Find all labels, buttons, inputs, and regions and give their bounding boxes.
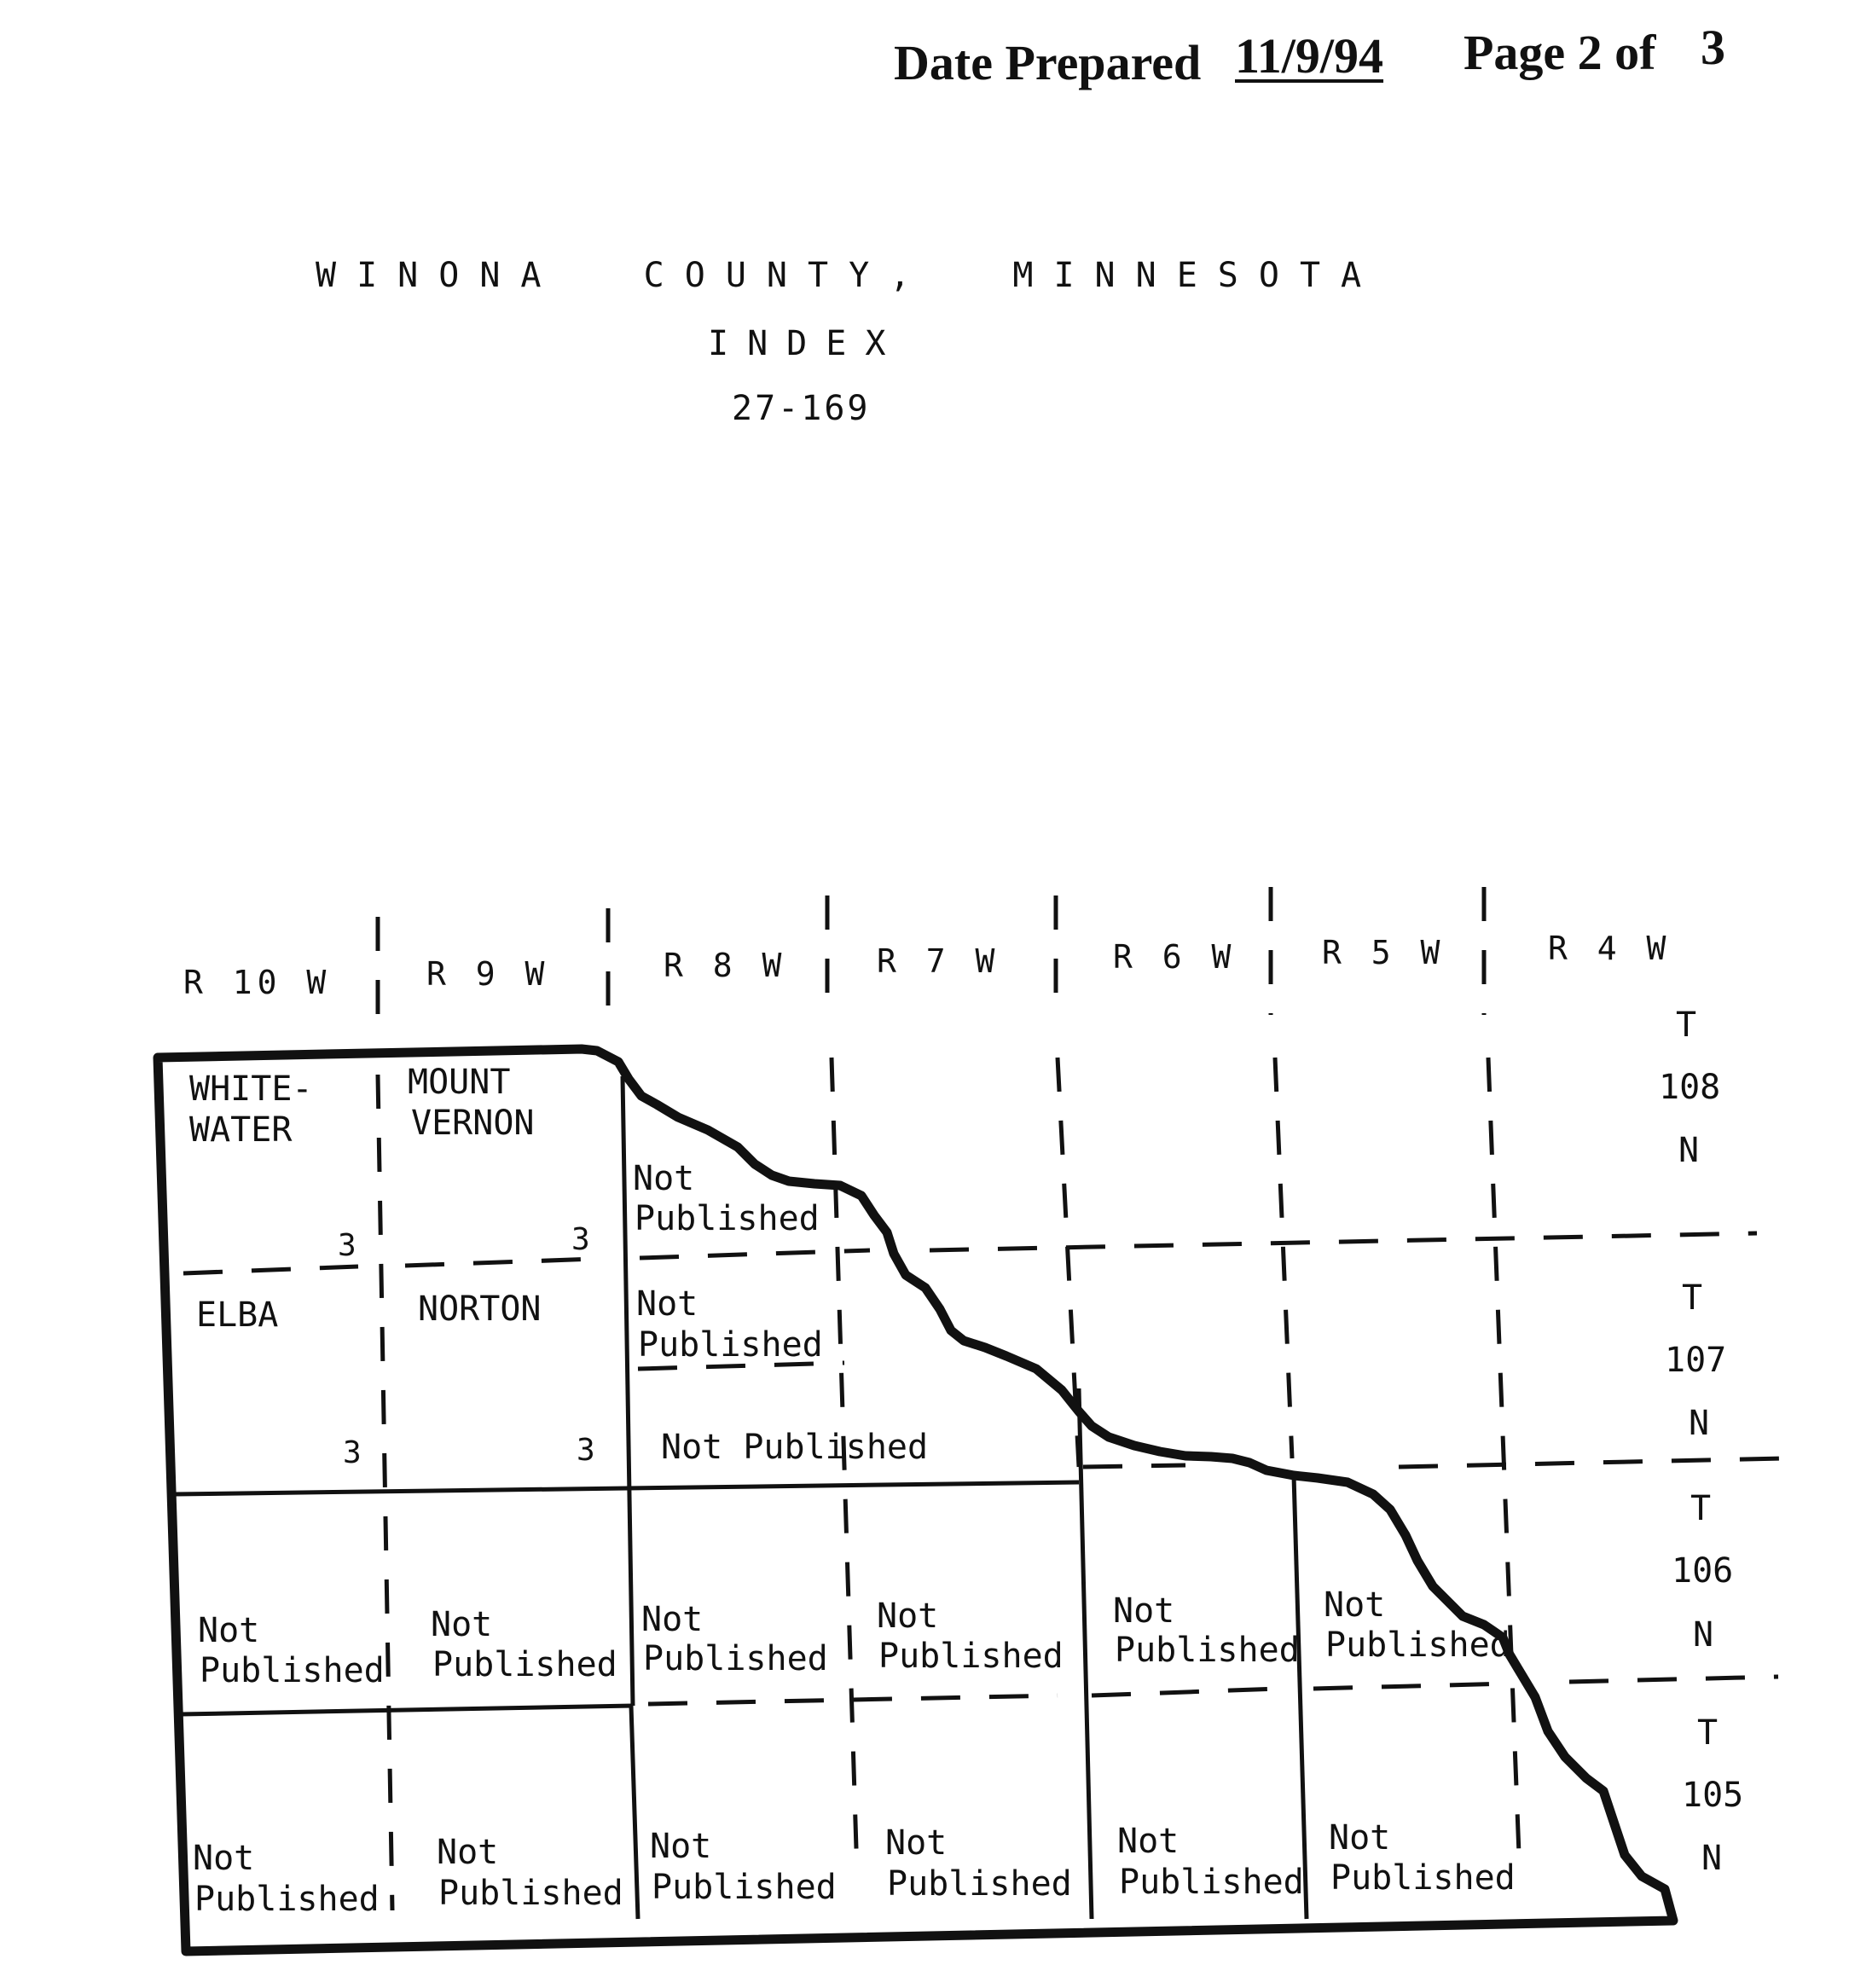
- quad-whitewater-page: 3: [338, 1228, 356, 1263]
- county-boundary: [158, 1049, 1673, 1951]
- range-label-r10w: R 10 W: [183, 964, 332, 1001]
- not-published-r5w-t106-line1: Not: [1324, 1585, 1386, 1625]
- township-t108-num: 108: [1659, 1068, 1721, 1107]
- date-prepared-value: 11/9/94: [1235, 28, 1384, 84]
- quad-norton-page: 3: [577, 1433, 595, 1468]
- township-t105-n: N: [1701, 1839, 1723, 1878]
- township-t107-n: N: [1689, 1404, 1710, 1443]
- not-published-r5w-t105-line2: Published: [1330, 1858, 1516, 1898]
- quad-norton: NORTON: [418, 1290, 542, 1329]
- not-published-r10w-t105-line2: Published: [194, 1880, 380, 1919]
- county-title: WINONA COUNTY, MINNESOTA: [316, 256, 1382, 295]
- range-label-r8w: R 8 W: [664, 947, 787, 984]
- date-prepared-label: Date Prepared: [894, 35, 1202, 90]
- not-published-r8w-t106-line1: Not: [641, 1600, 704, 1639]
- quad-mount-vernon-line2: VERNON: [411, 1104, 535, 1143]
- not-published-r9w-t105-line2: Published: [438, 1874, 623, 1913]
- not-published-r8w-t106-line2: Published: [643, 1639, 828, 1678]
- page-total: 3: [1701, 20, 1725, 75]
- not-published-r10w-t106-line2: Published: [200, 1651, 385, 1690]
- not-published-r9w-t106-line1: Not: [431, 1605, 493, 1644]
- quad-whitewater-line2: WATER: [189, 1110, 293, 1150]
- township-t105-num: 105: [1682, 1776, 1744, 1815]
- not-published-r6w-t106-line1: Not: [1113, 1591, 1175, 1631]
- not-published-r8w-t108-line1: Not: [633, 1159, 695, 1198]
- quad-whitewater-line1: WHITE-: [189, 1069, 313, 1109]
- not-published-r7w-t106-line1: Not: [877, 1597, 939, 1636]
- quad-elba-page: 3: [343, 1435, 362, 1470]
- township-t105-t: T: [1697, 1713, 1719, 1753]
- quad-mount-vernon-page: 3: [571, 1222, 590, 1257]
- range-label-r5w: R 5 W: [1322, 934, 1446, 971]
- not-published-r7w-t105-line2: Published: [887, 1864, 1072, 1904]
- not-published-r8w-t108-line2: Published: [635, 1199, 820, 1238]
- township-t106-t: T: [1690, 1489, 1712, 1528]
- not-published-r5w-t105-line1: Not: [1329, 1818, 1391, 1858]
- township-t107-num: 107: [1665, 1341, 1727, 1380]
- range-label-r4w: R 4 W: [1548, 930, 1672, 967]
- township-t106-num: 106: [1672, 1551, 1734, 1591]
- township-t108-t: T: [1676, 1006, 1697, 1045]
- not-published-r10w-t106-line1: Not: [198, 1611, 260, 1650]
- page-label: Page 2 of: [1464, 25, 1656, 80]
- not-published-r6w-t105-line1: Not: [1117, 1822, 1180, 1861]
- not-published-r6w-t106-line2: Published: [1115, 1631, 1300, 1670]
- not-published-r8w-t107b: Not Published: [661, 1428, 929, 1467]
- not-published-r6w-t105-line2: Published: [1119, 1863, 1304, 1902]
- not-published-r8w-t105-line2: Published: [652, 1868, 837, 1907]
- township-t107-t: T: [1682, 1278, 1703, 1318]
- quad-elba: ELBA: [196, 1295, 279, 1335]
- not-published-r5w-t106-line2: Published: [1325, 1626, 1510, 1665]
- not-published-r9w-t106-line2: Published: [432, 1645, 617, 1684]
- township-t108-n: N: [1678, 1131, 1700, 1170]
- not-published-r10w-t105-line1: Not: [193, 1839, 255, 1878]
- range-label-r9w: R 9 W: [426, 955, 550, 993]
- not-published-r9w-t105-line1: Not: [437, 1833, 499, 1872]
- index-subtitle: INDEX: [708, 324, 905, 363]
- not-published-r7w-t106-line2: Published: [878, 1637, 1064, 1676]
- township-t106-n: N: [1693, 1615, 1714, 1655]
- range-label-r6w: R 6 W: [1113, 938, 1237, 976]
- quad-mount-vernon-line1: MOUNT: [408, 1063, 511, 1102]
- not-published-r7w-t105-line1: Not: [885, 1823, 948, 1863]
- index-number: 27-169: [732, 389, 871, 428]
- not-published-r8w-t107a-line1: Not: [636, 1284, 698, 1324]
- not-published-r8w-t105-line1: Not: [650, 1827, 712, 1866]
- range-label-r7w: R 7 W: [877, 942, 1000, 980]
- not-published-r8w-t107a-line2: Published: [638, 1325, 823, 1365]
